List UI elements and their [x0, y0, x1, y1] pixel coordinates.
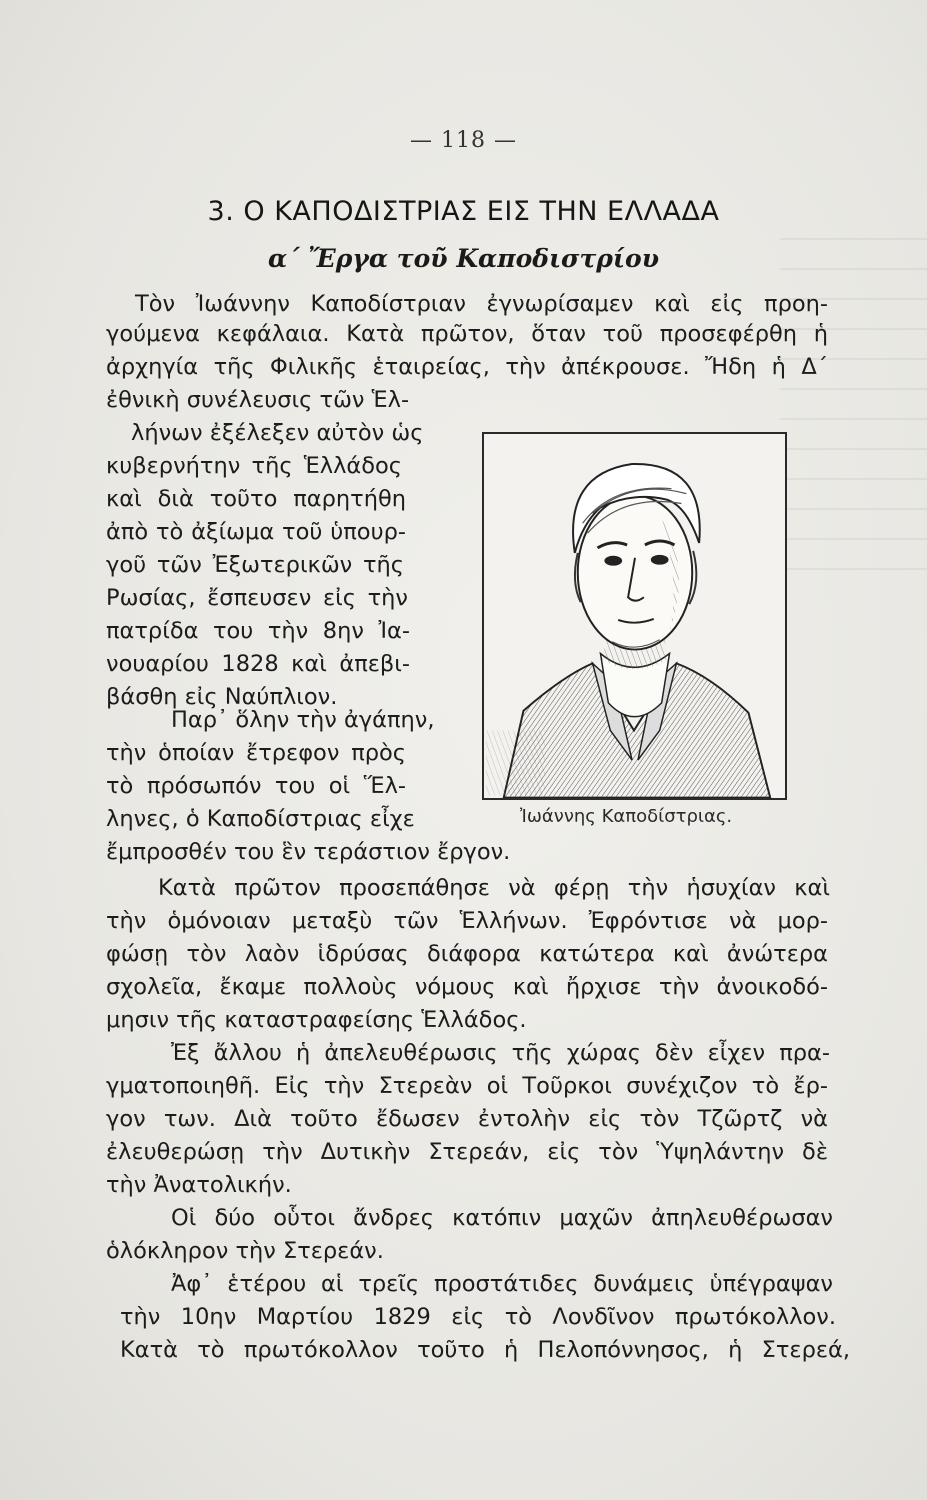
text-line: ἀπὸ τὸ ἀξίωμα τοῦ ὑπουρ-	[106, 519, 406, 545]
text-line: Παρ᾽ ὅλην τὴν ἀγάπην,	[171, 707, 435, 733]
text-line: τὴν Ἀνατολικήν.	[106, 1172, 292, 1198]
section-title: α΄ Ἔργα τοῦ Καποδιστρίου	[267, 244, 660, 273]
text-line: λήνων ἐξέλεξεν αὐτὸν ὡς	[131, 420, 424, 446]
text-line: Κατὰ πρῶτον προσεπάθησε νὰ φέρῃ τὴν ἡσυχίαν καὶ	[158, 875, 830, 901]
text-line: σχολεῖα, ἔκαμε πολλοὺς νόμους καὶ ἤρχισε τὴν ἀνοικοδό-	[106, 974, 828, 1000]
text-line: τὸ πρόσωπόν του οἱ Ἕλ-	[106, 773, 406, 799]
text-line: Κατὰ τὸ πρωτόκολλον τοῦτο ἡ Πελοπόννησος, ἡ Στερεά,	[120, 1337, 850, 1363]
text-line: ἐλευθερώσῃ τὴν Δυτικὴν Στερεάν, εἰς τὸν Ὑψηλάντην δὲ	[106, 1139, 828, 1165]
chapter-title: 3. Ο ΚΑΠΟΔΙΣΤΡΙΑΣ ΕΙΣ ΤΗΝ ΕΛΛΑΔΑ	[207, 196, 720, 227]
kapodistrias-portrait	[484, 434, 785, 798]
text-line: ὁλόκληρον τὴν Στερεάν.	[106, 1238, 384, 1264]
text-line: Ἐξ ἄλλου ἡ ἀπελευθέρωσις τῆς χώρας δὲν εἶχεν πρα-	[171, 1040, 830, 1066]
text-line: τὴν ὁμόνοιαν μεταξὺ τῶν Ἑλλήνων. Ἐφρόντισε νὰ μορ-	[106, 908, 828, 934]
text-line: Τὸν Ἰωάννην Καποδίστριαν ἐγνωρίσαμεν καὶ εἰς προη-	[135, 291, 828, 317]
text-line: τὴν 10ην Μαρτίου 1829 εἰς τὸ Λονδῖνον πρωτόκολλον.	[120, 1304, 836, 1330]
text-line: γματοποιηθῆ. Εἰς τὴν Στερεὰν οἱ Τοῦρκοι συνέχιζον τὸ ἔρ-	[106, 1073, 828, 1099]
text-line: γούμενα κεφάλαια. Κατὰ πρῶτον, ὅταν τοῦ προσεφέρθη ἡ	[106, 321, 828, 347]
text-line: πατρίδα του τὴν 8ην Ἰα-	[106, 618, 410, 644]
text-line: φώσῃ τὸν λαὸν ἱδρύσας διάφορα κατώτερα καὶ ἀνώτερα	[106, 941, 828, 967]
text-line: μησιν τῆς καταστραφείσης Ἑλλάδος.	[106, 1007, 527, 1033]
text-line: ἐθνικὴ συνέλευσις τῶν Ἑλ-	[106, 387, 410, 413]
text-line: ἀρχηγία τῆς Φιλικῆς ἑταιρείας, τὴν ἀπέκρουσε. Ἤδη ἡ Δ΄	[106, 354, 828, 380]
text-line: γον των. Διὰ τοῦτο ἔδωσεν ἐντολὴν εἰς τὸν Τζῶρτζ νὰ	[106, 1106, 828, 1132]
text-line: βάσθη εἰς Ναύπλιον.	[106, 684, 338, 710]
text-line: ἔμπροσθέν του ἓν τεράστιον ἔργον.	[106, 839, 511, 865]
text-line: νουαρίου 1828 καὶ ἀπεβι-	[106, 651, 410, 677]
portrait-engraving	[482, 432, 787, 800]
page-number: — 118 —	[410, 128, 517, 153]
text-line: γοῦ τῶν Ἐξωτερικῶν τῆς	[106, 552, 404, 578]
text-line: ληνες, ὁ Καποδίστριας εἶχε	[106, 806, 415, 832]
text-line: τὴν ὁποίαν ἔτρεφον πρὸς	[106, 740, 406, 766]
text-line: Ρωσίας, ἔσπευσεν εἰς τὴν	[106, 585, 408, 611]
text-line: καὶ διὰ τοῦτο παρητήθη	[106, 486, 406, 512]
figure-caption: Ἰωάννης Καποδίστριας.	[520, 806, 733, 827]
text-line: Οἱ δύο οὗτοι ἄνδρες κατόπιν μαχῶν ἀπηλευθέρωσαν	[171, 1205, 833, 1231]
text-line: κυβερνήτην τῆς Ἑλλάδος	[106, 453, 402, 479]
text-line: Ἀφ᾽ ἑτέρου αἱ τρεῖς προστάτιδες δυνάμεις ὑπέγραψαν	[171, 1271, 833, 1297]
